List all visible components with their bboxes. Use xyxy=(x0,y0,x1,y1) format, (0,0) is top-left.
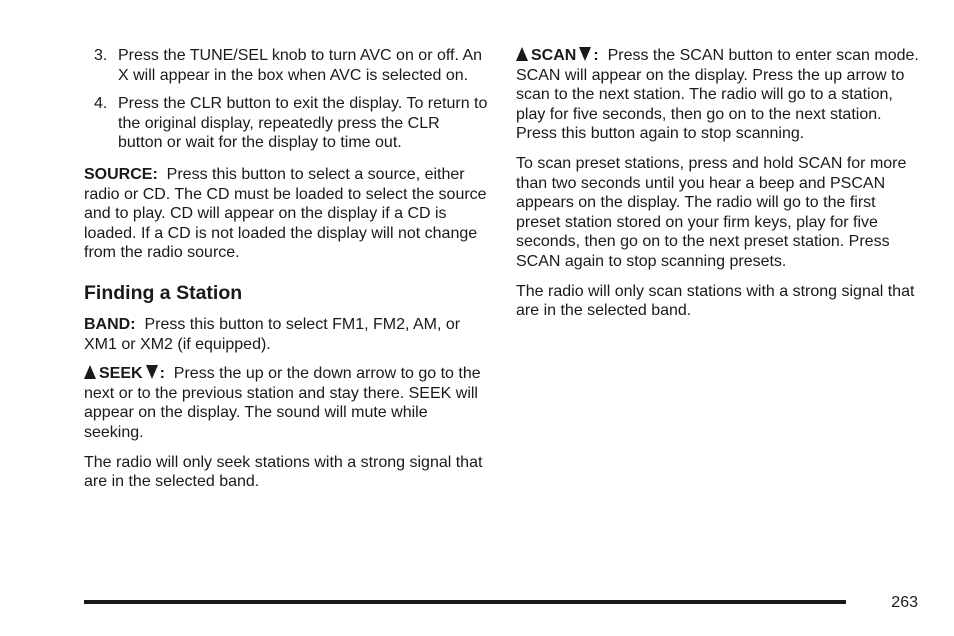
list-number: 3. xyxy=(94,47,108,64)
list-text: Press the CLR button to exit the display. To return to the original display, repeatedly press the CLR button or wait for the display to time out. xyxy=(118,95,488,152)
scan-term: SCAN xyxy=(531,47,577,64)
band-term: BAND: xyxy=(84,315,136,333)
seek-term: SEEK xyxy=(99,365,143,383)
band-paragraph xyxy=(84,315,488,354)
seek-note: The radio will only seek stations with a strong signal that are in the selected band. xyxy=(84,453,483,491)
list-item xyxy=(84,94,488,153)
seek-colon: : xyxy=(159,365,165,383)
section-heading: Finding a Station xyxy=(84,281,243,304)
right-column xyxy=(516,46,920,331)
seek-text: Press the up or the down arrow to go to the next or to the previous station and stay there. SEEK will appear on the display. The sound will mute while seeking. xyxy=(84,365,481,441)
page-number: 263 xyxy=(891,594,918,611)
scan-note: The radio will only scan stations with a strong signal that are in the selected band. xyxy=(516,282,915,320)
source-paragraph xyxy=(84,165,488,263)
scan-colon: : xyxy=(593,47,599,64)
seek-paragraph xyxy=(84,364,488,442)
source-term: SOURCE: xyxy=(84,165,158,183)
scan-text: Press the SCAN button to enter scan mode. SCAN will appear on the display. Press the up arrow to scan to the next station. The radio will go to a station, play for five seconds, then go on to the next station. Press this button again to stop scanning. xyxy=(516,47,919,143)
scan-paragraph xyxy=(516,46,920,144)
up-arrow-icon xyxy=(84,365,96,379)
list-number: 4. xyxy=(94,95,108,113)
down-arrow-icon xyxy=(579,47,591,61)
down-arrow-icon xyxy=(146,365,158,379)
list-text: Press the TUNE/SEL knob to turn AVC on or off. An X will appear in the box when AVC is selected on. xyxy=(118,47,483,84)
footer-rule xyxy=(84,600,846,604)
source-text: Press this button to select a source, either radio or CD. The CD must be loaded to select the source and to play. CD will appear on the display if a CD is loaded. If a CD is not loaded the display will not change from the radio source. xyxy=(84,165,487,262)
list-item xyxy=(84,46,488,85)
numbered-list xyxy=(84,46,488,153)
band-text: Press this button to select FM1, FM2, AM, or XM1 or XM2 (if equipped). xyxy=(84,315,461,353)
pscan-paragraph: To scan preset stations, press and hold SCAN for more than two seconds until you hear a beep and PSCAN appears on the display. The radio will go to the first preset station stored on your firm keys, play for five seconds, then go on to the next preset station. Press SCAN again to stop scanning presets. xyxy=(516,154,907,270)
up-arrow-icon xyxy=(516,47,528,61)
left-column xyxy=(84,46,488,502)
